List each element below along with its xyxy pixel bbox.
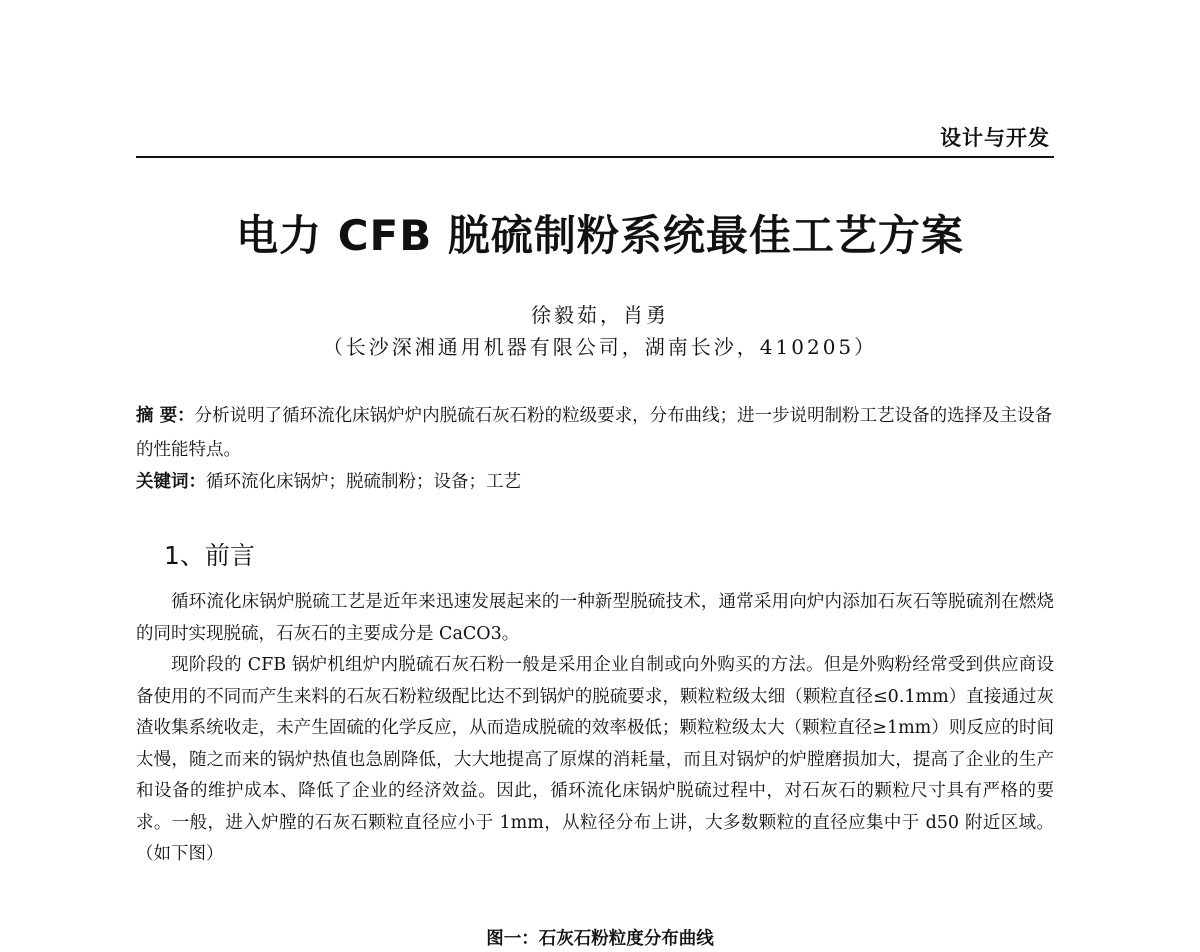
figure-caption: 图一：石灰石粉粒度分布曲线	[486, 929, 714, 949]
abstract-label: 摘 要：	[136, 406, 195, 426]
abstract	[136, 399, 1054, 467]
abstract-text: 分析说明了循环流化床锅炉炉内脱硫石灰石粉的粒级要求，分布曲线；进一步说明制粉工艺设备的选择及主设备的性能特点。	[136, 406, 1053, 460]
paragraph: 现阶段的 CFB 锅炉机组炉内脱硫石灰石粉一般是采用企业自制或向外购买的方法。但是外购粉经常受到供应商设备使用的不同而产生来料的石灰石粉粒级配比达不到锅炉的脱硫要求，颗粒粒级太细（颗粒直径≤0.1mm）直接通过灰渣收集系统收走，未产生固硫的化学反应，从而造成脱硫的效率极低；颗粒粒级太大（颗粒直径≥1mm）则反应的时间太慢，随之而来的锅炉热值也急剧降低，大大地提高了原煤的消耗量，而且对锅炉的炉膛磨损加大，提高了企业的生产和设备的维护成本、降低了企业的经济效益。因此，循环流化床锅炉脱硫过程中，对石灰石的颗粒尺寸具有严格的要求。一般，进入炉膛的石灰石颗粒直径应小于 1mm，从粒径分布上讲，大多数颗粒的直径应集中于 d50 附近区域。（如下图）	[136, 655, 1054, 864]
section-tag: 设计与开发	[940, 126, 1050, 150]
section-heading-introduction: 1、前言	[164, 541, 255, 570]
keywords-label: 关键词：	[136, 472, 206, 492]
authors: 徐毅茹，肖勇	[531, 303, 669, 327]
affiliation: （长沙深湘通用机器有限公司，湖南长沙，410205）	[322, 335, 878, 359]
keywords-text: 循环流化床锅炉；脱硫制粉；设备；工艺	[206, 472, 521, 492]
header-rule	[136, 156, 1054, 158]
paper-title: 电力 CFB 脱硫制粉系统最佳工艺方案	[236, 211, 964, 260]
keywords	[136, 467, 1054, 497]
paragraph: 循环流化床锅炉脱硫工艺是近年来迅速发展起来的一种新型脱硫技术，通常采用向炉内添加石灰石等脱硫剂在燃烧的同时实现脱硫，石灰石的主要成分是 CaCO3。	[136, 592, 1054, 644]
